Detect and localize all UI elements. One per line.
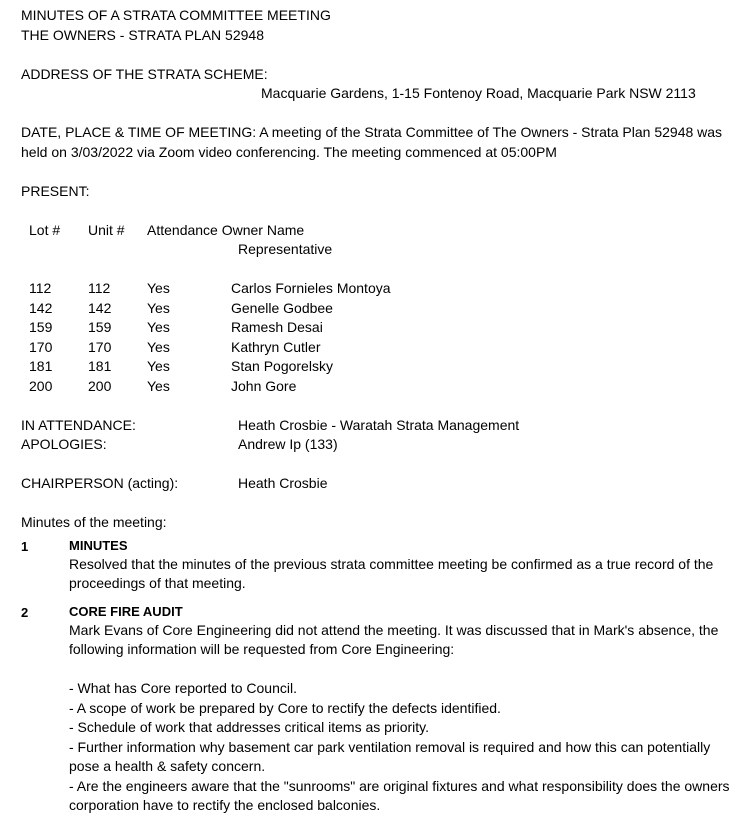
list-item: - Schedule of work that addresses critical items as priority. xyxy=(69,719,429,735)
spacer xyxy=(21,162,733,182)
owner-cell: John Gore xyxy=(231,377,297,394)
list-item: - A scope of work be prepared by Core to rectify the defects identified. xyxy=(69,699,501,716)
in-attendance-value: Heath Crosbie - Waratah Strata Management xyxy=(238,416,520,433)
attendance-cell: Yes xyxy=(147,280,170,296)
header-representative: Representative xyxy=(238,241,333,257)
list-item: - Are the engineers aware that the "sunrooms" are original fixtures and what responsibility does the owners corporation have to rectify the enclosed balconies. xyxy=(69,777,730,813)
attendance-cell: Yes xyxy=(147,299,170,316)
lot-cell: 170 xyxy=(29,338,53,355)
lot-cell: 142 xyxy=(29,299,53,316)
document-title: MINUTES OF A STRATA COMMITTEE MEETING xyxy=(21,7,331,23)
attendance-table xyxy=(21,221,733,397)
attendance-cell: Yes xyxy=(147,358,170,374)
unit-cell: 159 xyxy=(88,319,112,335)
unit-cell: 170 xyxy=(88,338,112,355)
header-attendance: Attendance xyxy=(147,221,218,238)
unit-cell: 200 xyxy=(88,377,112,394)
owner-cell: Kathryn Cutler xyxy=(231,338,321,355)
lot-cell: 181 xyxy=(29,358,53,374)
owner-cell: Carlos Fornieles Montoya xyxy=(231,280,391,296)
table-row xyxy=(21,338,733,358)
table-row xyxy=(21,318,733,338)
table-row xyxy=(21,377,733,397)
apologies-label: APOLOGIES: xyxy=(21,436,107,452)
lot-cell: 200 xyxy=(29,377,53,394)
unit-cell: 142 xyxy=(88,299,112,316)
spacer xyxy=(21,104,733,124)
spacer xyxy=(21,396,733,416)
attendance-cell: Yes xyxy=(147,377,170,394)
attendance-table-header xyxy=(21,221,733,241)
spacer xyxy=(21,260,733,280)
unit-cell: 181 xyxy=(88,358,112,374)
chairperson-value: Heath Crosbie xyxy=(238,475,328,491)
item-body xyxy=(69,603,733,816)
owner-cell: Stan Pogorelsky xyxy=(231,358,333,374)
unit-cell: 112 xyxy=(88,280,111,296)
item-text: Resolved that the minutes of the previous strata committee meeting be confirmed as a true record of the proceedings of that meeting. xyxy=(69,555,714,591)
in-attendance-row xyxy=(21,416,733,436)
meeting-details: DATE, PLACE & TIME OF MEETING: A meeting of the Strata Committee of The Owners - Strata Plan 52948 was held on 3/03/2022 via Zoom video conferencing. The meeting commenced at 05:00PM xyxy=(21,124,723,160)
item-number: 1 xyxy=(21,538,29,554)
agenda-item-1 xyxy=(21,537,733,594)
spacer xyxy=(21,455,733,475)
header-attendance-owner xyxy=(147,221,305,241)
item-title: MINUTES xyxy=(69,537,128,553)
header-lot: Lot # xyxy=(29,221,61,238)
spacer xyxy=(69,660,733,680)
item-text: Mark Evans of Core Engineering did not attend the meeting. It was discussed that in Mark's absence, the following information will be requested from Core Engineering: xyxy=(69,621,719,657)
list-item: - What has Core reported to Council. xyxy=(69,680,297,696)
in-attendance-label: IN ATTENDANCE: xyxy=(21,416,136,433)
attendance-cell: Yes xyxy=(147,338,170,355)
lot-cell: 112 xyxy=(29,280,52,296)
owner-cell: Ramesh Desai xyxy=(231,319,323,335)
owner-cell: Genelle Godbee xyxy=(231,299,333,316)
spacer xyxy=(21,494,733,514)
apologies-row xyxy=(21,435,733,455)
address-label: ADDRESS OF THE STRATA SCHEME: xyxy=(21,65,268,82)
header-owner-name: Owner Name xyxy=(221,221,305,238)
lot-cell: 159 xyxy=(29,319,53,335)
list-item: - Further information why basement car park ventilation removal is required and how this can potentially pose a health & safety concern. xyxy=(69,738,711,774)
header-unit: Unit # xyxy=(88,221,125,238)
spacer xyxy=(21,45,733,65)
table-row xyxy=(21,357,733,377)
apologies-value: Andrew Ip (133) xyxy=(238,436,338,452)
strata-plan-title: THE OWNERS - STRATA PLAN 52948 xyxy=(21,26,264,43)
table-row xyxy=(21,279,733,299)
attendance-cell: Yes xyxy=(147,319,170,335)
present-label: PRESENT: xyxy=(21,182,90,199)
item-number: 2 xyxy=(21,604,29,620)
chairperson-label: CHAIRPERSON (acting): xyxy=(21,475,179,491)
agenda-item-2 xyxy=(21,603,733,816)
item-body xyxy=(69,537,733,594)
minutes-intro: Minutes of the meeting: xyxy=(21,514,167,530)
chairperson-row xyxy=(21,474,733,494)
spacer xyxy=(21,201,733,221)
address-value: Macquarie Gardens, 1-15 Fontenoy Road, Macquarie Park NSW 2113 xyxy=(261,85,696,101)
table-row xyxy=(21,299,733,319)
item-title: CORE FIRE AUDIT xyxy=(69,603,183,619)
minutes-document xyxy=(21,6,733,816)
